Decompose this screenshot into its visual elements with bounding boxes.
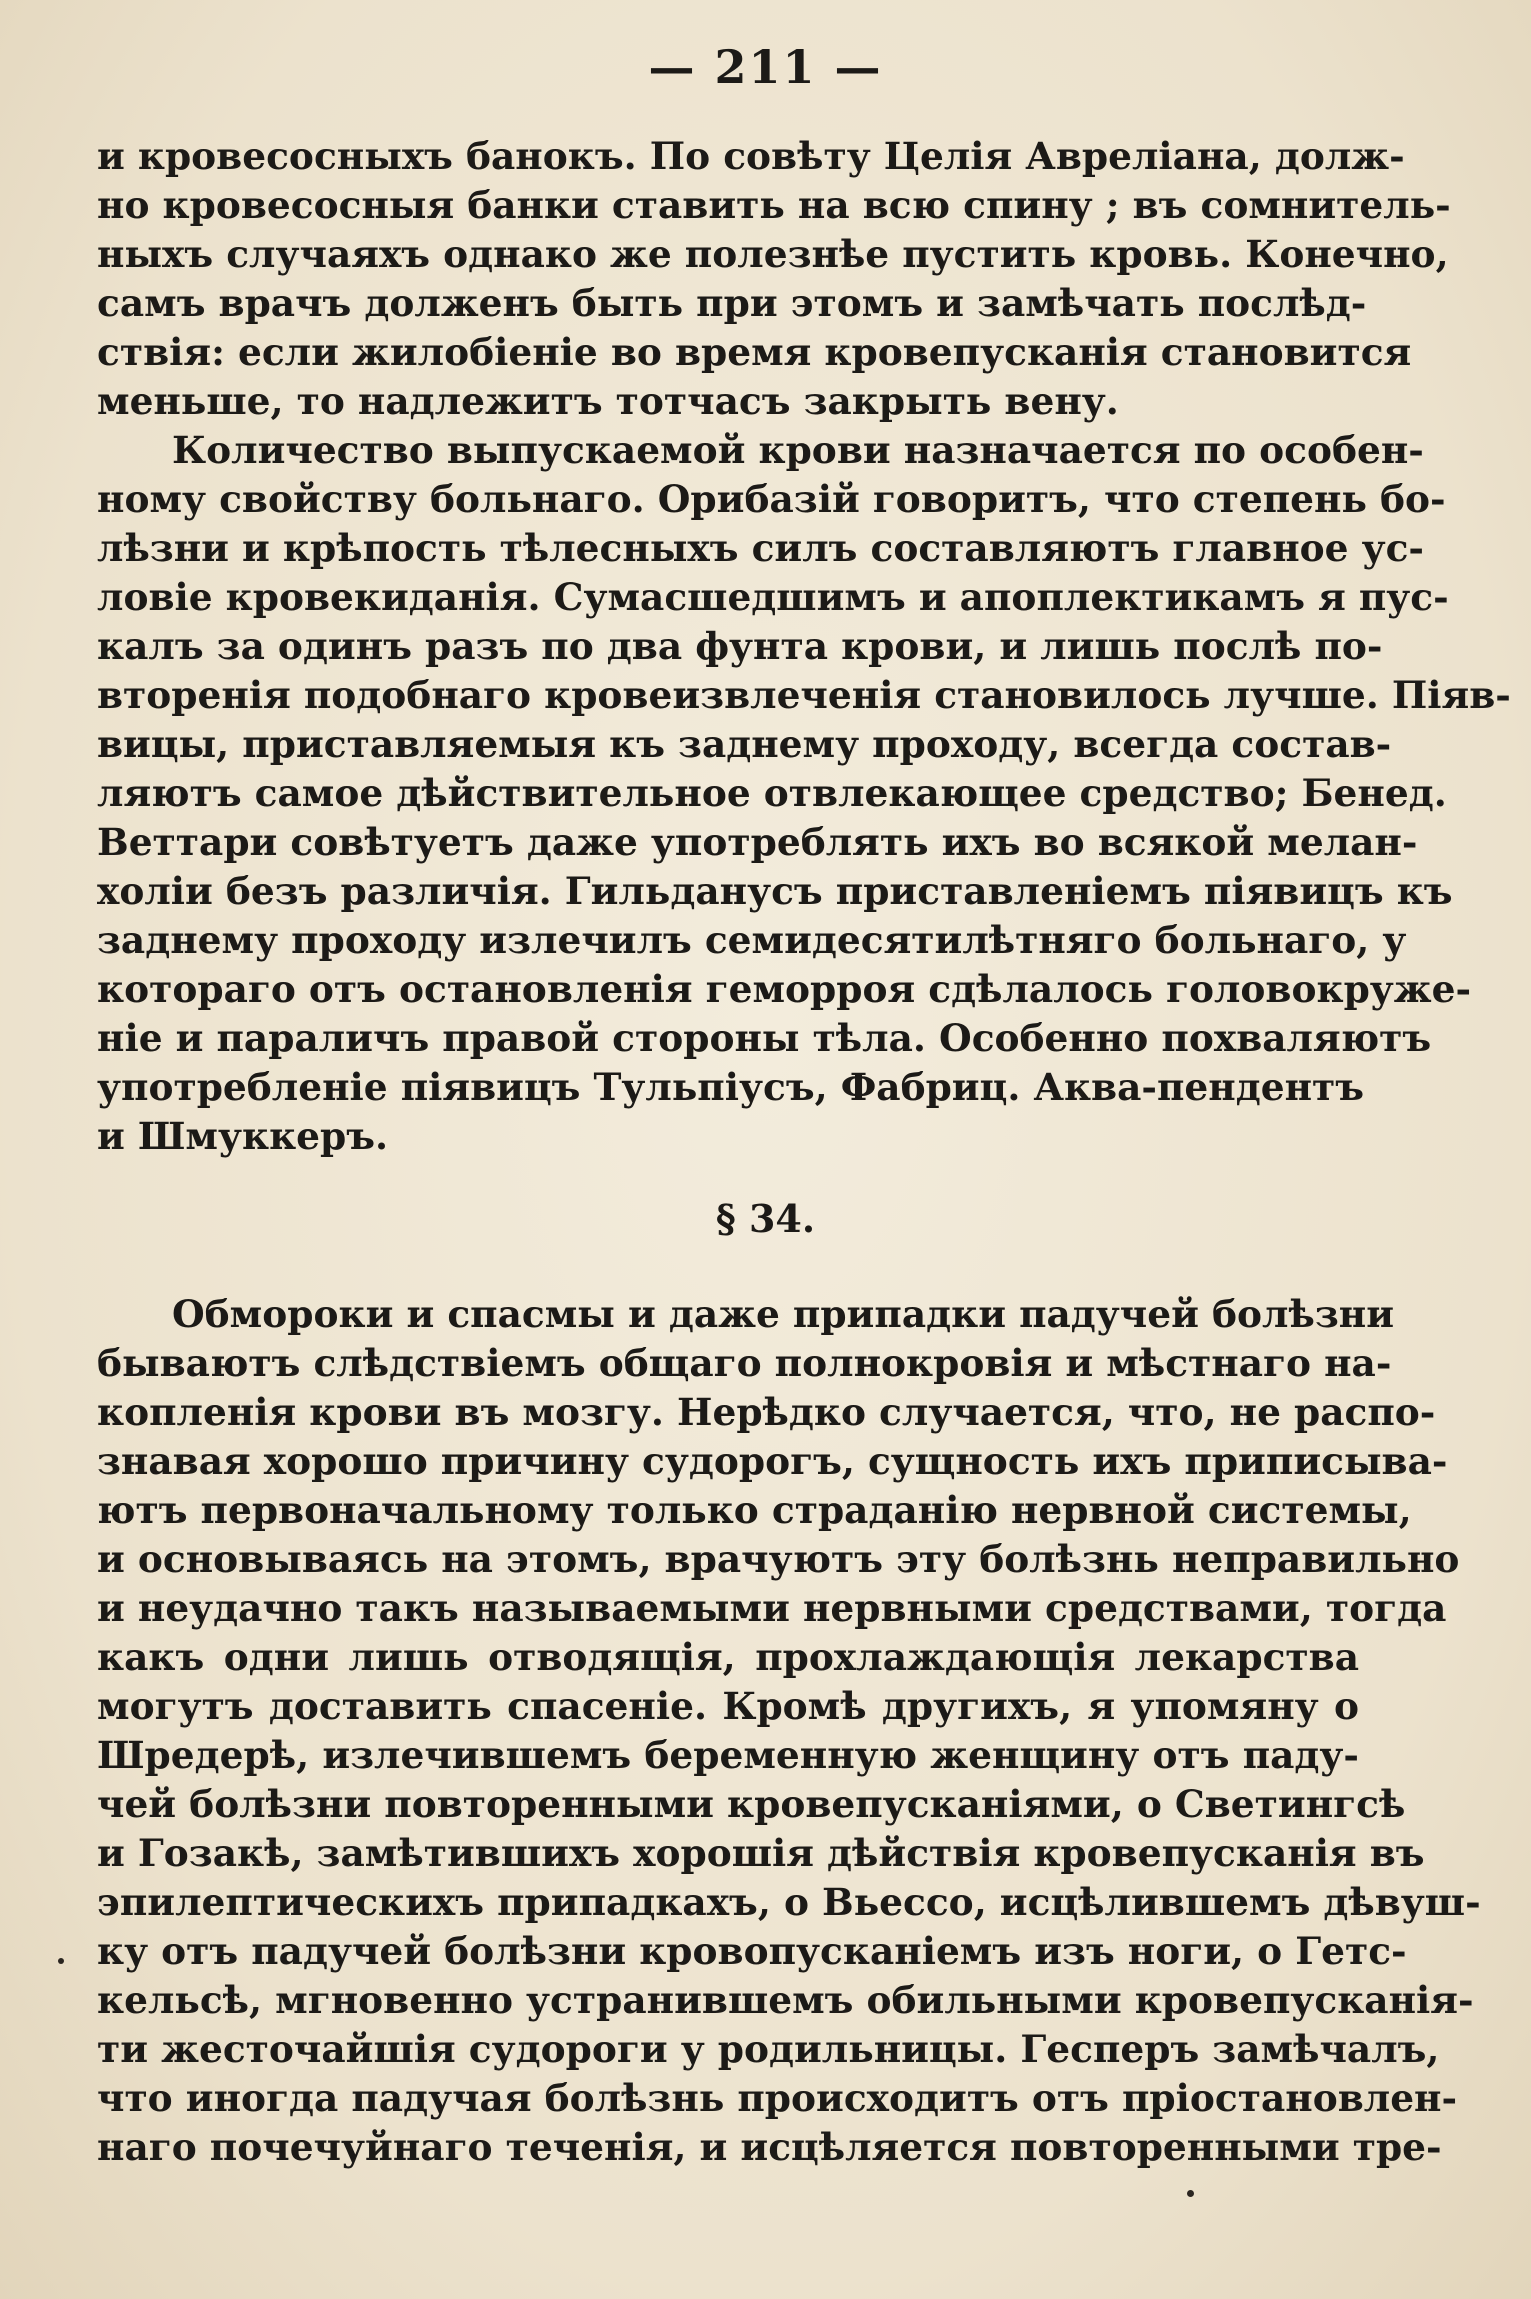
text-line: но кровесосныя банки ставить на всю спину ; въ сомнитель- bbox=[97, 183, 1451, 227]
section-heading: § 34. bbox=[715, 1196, 816, 1241]
text-line: что иногда падучая болѣзнь происходитъ отъ пріостановлен- bbox=[97, 2076, 1458, 2120]
text-line: заднему проходу излечилъ семидесятилѣтняго больнаго, у bbox=[97, 918, 1407, 962]
text-line: чей болѣзни повторенными кровепусканіями, о Светингсѣ bbox=[97, 1782, 1406, 1826]
text-line: ныхъ случаяхъ однако же полезнѣе пустить кровь. Конечно, bbox=[97, 232, 1449, 276]
text-line: кельсѣ, мгновенно устранившемъ обильными кровепусканія- bbox=[97, 1978, 1474, 2022]
text-line: копленія крови въ мозгу. Нерѣдко случается, что, не распо- bbox=[97, 1390, 1436, 1434]
text-line: меньше, то надлежитъ тотчасъ закрыть вену. bbox=[97, 379, 1119, 423]
text-line: лѣзни и крѣпость тѣлесныхъ силъ составляютъ главное ус- bbox=[97, 526, 1424, 570]
text-line: ютъ первоначальному только страданію нервной системы, bbox=[97, 1488, 1412, 1532]
text-line: ловіе кровекиданія. Сумасшедшимъ и апоплектикамъ я пус- bbox=[97, 575, 1449, 619]
text-line: ному свойству больнаго. Орибазій говоритъ, что степень бо- bbox=[97, 477, 1446, 521]
text-line: калъ за одинъ разъ по два фунта крови, и лишь послѣ по- bbox=[97, 624, 1383, 668]
ink-speck bbox=[1187, 2190, 1194, 2197]
text-line: бываютъ слѣдствіемъ общаго полнокровія и мѣстнаго на- bbox=[97, 1341, 1392, 1385]
text-line: ніе и параличъ правой стороны тѣла. Особенно похваляютъ bbox=[97, 1016, 1432, 1060]
text-line: и Гозакѣ, замѣтившихъ хорошія дѣйствія кровепусканія въ bbox=[97, 1831, 1425, 1875]
text-line: могутъ доставить спасеніе. Кромѣ другихъ, я упомяну о bbox=[97, 1684, 1359, 1728]
text-line: употребленіе піявицъ Тульпіусъ, Фабриц. Аква-пендентъ bbox=[97, 1065, 1365, 1109]
text-line: и кровесосныхъ банокъ. По совѣту Целія Авреліана, долж- bbox=[97, 134, 1405, 178]
text-line: холіи безъ различія. Гильданусъ приставленіемъ піявицъ къ bbox=[97, 869, 1453, 913]
text-line: котораго отъ остановленія геморроя сдѣлалось головокруже- bbox=[97, 967, 1472, 1011]
ink-speck bbox=[58, 1958, 64, 1964]
text-line: вторенія подобнаго кровеизвлеченія становилось лучше. Піяв- bbox=[97, 673, 1511, 717]
text-line: Обмороки и спасмы и даже припадки падучей болѣзни bbox=[172, 1292, 1395, 1336]
text-line: наго почечуйнаго теченія, и исцѣляется повторенными тре- bbox=[97, 2125, 1442, 2169]
text-line: ствія: если жилобіеніе во время кровепусканія становится bbox=[97, 330, 1412, 374]
text-line: самъ врачъ долженъ быть при этомъ и замѣчать послѣд- bbox=[97, 281, 1367, 325]
text-line: вицы, приставляемыя къ заднему проходу, всегда состав- bbox=[97, 722, 1392, 766]
page-number: — 211 — bbox=[648, 40, 883, 94]
text-line: Количество выпускаемой крови назначается по особен- bbox=[172, 428, 1424, 472]
text-line: знавая хорошо причину судорогъ, сущность ихъ приписыва- bbox=[97, 1439, 1448, 1483]
text-line: и основываясь на этомъ, врачуютъ эту болѣзнь неправильно bbox=[97, 1537, 1460, 1581]
text-line: какъ одни лишь отводящія, прохлаждающія лекарства bbox=[97, 1635, 1359, 1679]
text-line: эпилептическихъ припадкахъ, о Вьессо, исцѣлившемъ дѣвуш- bbox=[97, 1880, 1481, 1924]
text-line: ляютъ самое дѣйствительное отвлекающее средство; Бенед. bbox=[97, 771, 1447, 815]
text-line: и неудачно такъ называемыми нервными средствами, тогда bbox=[97, 1586, 1447, 1630]
text-line: ти жесточайшія судороги у родильницы. Гесперъ замѣчалъ, bbox=[97, 2027, 1440, 2071]
text-line: Шредерѣ, излечившемъ беременную женщину отъ паду- bbox=[97, 1733, 1359, 1777]
text-line: Веттари совѣтуетъ даже употреблять ихъ во всякой мелан- bbox=[97, 820, 1418, 864]
text-line: ку отъ падучей болѣзни кровопусканіемъ изъ ноги, о Гетс- bbox=[97, 1929, 1407, 1973]
text-line: и Шмуккеръ. bbox=[97, 1114, 389, 1158]
